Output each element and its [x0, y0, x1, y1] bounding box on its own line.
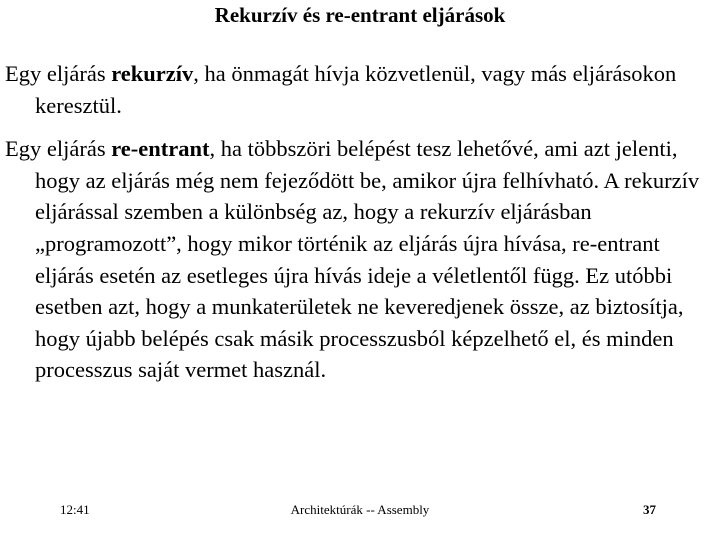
text: Egy eljárás: [5, 61, 112, 86]
paragraph-recursive: [5, 58, 717, 121]
text: , ha önmagát hívja közvetlenül, vagy más eljárásokon keresztül.: [35, 61, 677, 118]
paragraph-reentrant: [5, 133, 717, 386]
page-number: 37: [643, 502, 656, 517]
footer-title: Architektúrák -- Assembly: [290, 502, 430, 517]
term-bold: re-entrant: [111, 136, 210, 162]
term-bold: rekurzív: [111, 61, 194, 86]
text: Egy eljárás: [5, 136, 112, 162]
footer-time: 12:41: [60, 502, 90, 517]
text: , ha többszöri belépést tesz lehetővé, ami azt jelenti, hogy az eljárás még nem fejeződött be, amikor újra felhívható. A rekurzív eljárással szemben a különbség az, hogy a rekurzív eljárásban „programozott”, hogy mikor történik az eljárás újra hívása, re-entrant eljárás esetén az esetleges újra hívás ideje a véletlentől függ. Ez utóbbi esetben azt, hogy a munkaterületek ne keveredjenek össze, az biztosítja, hogy újabb belépés csak másik processzusból képzelhető el, és minden processzus saját vermet használ.: [35, 136, 700, 383]
slide-title: Rekurzív és re-entrant eljárások: [214, 3, 506, 27]
slide-body: [5, 58, 717, 398]
